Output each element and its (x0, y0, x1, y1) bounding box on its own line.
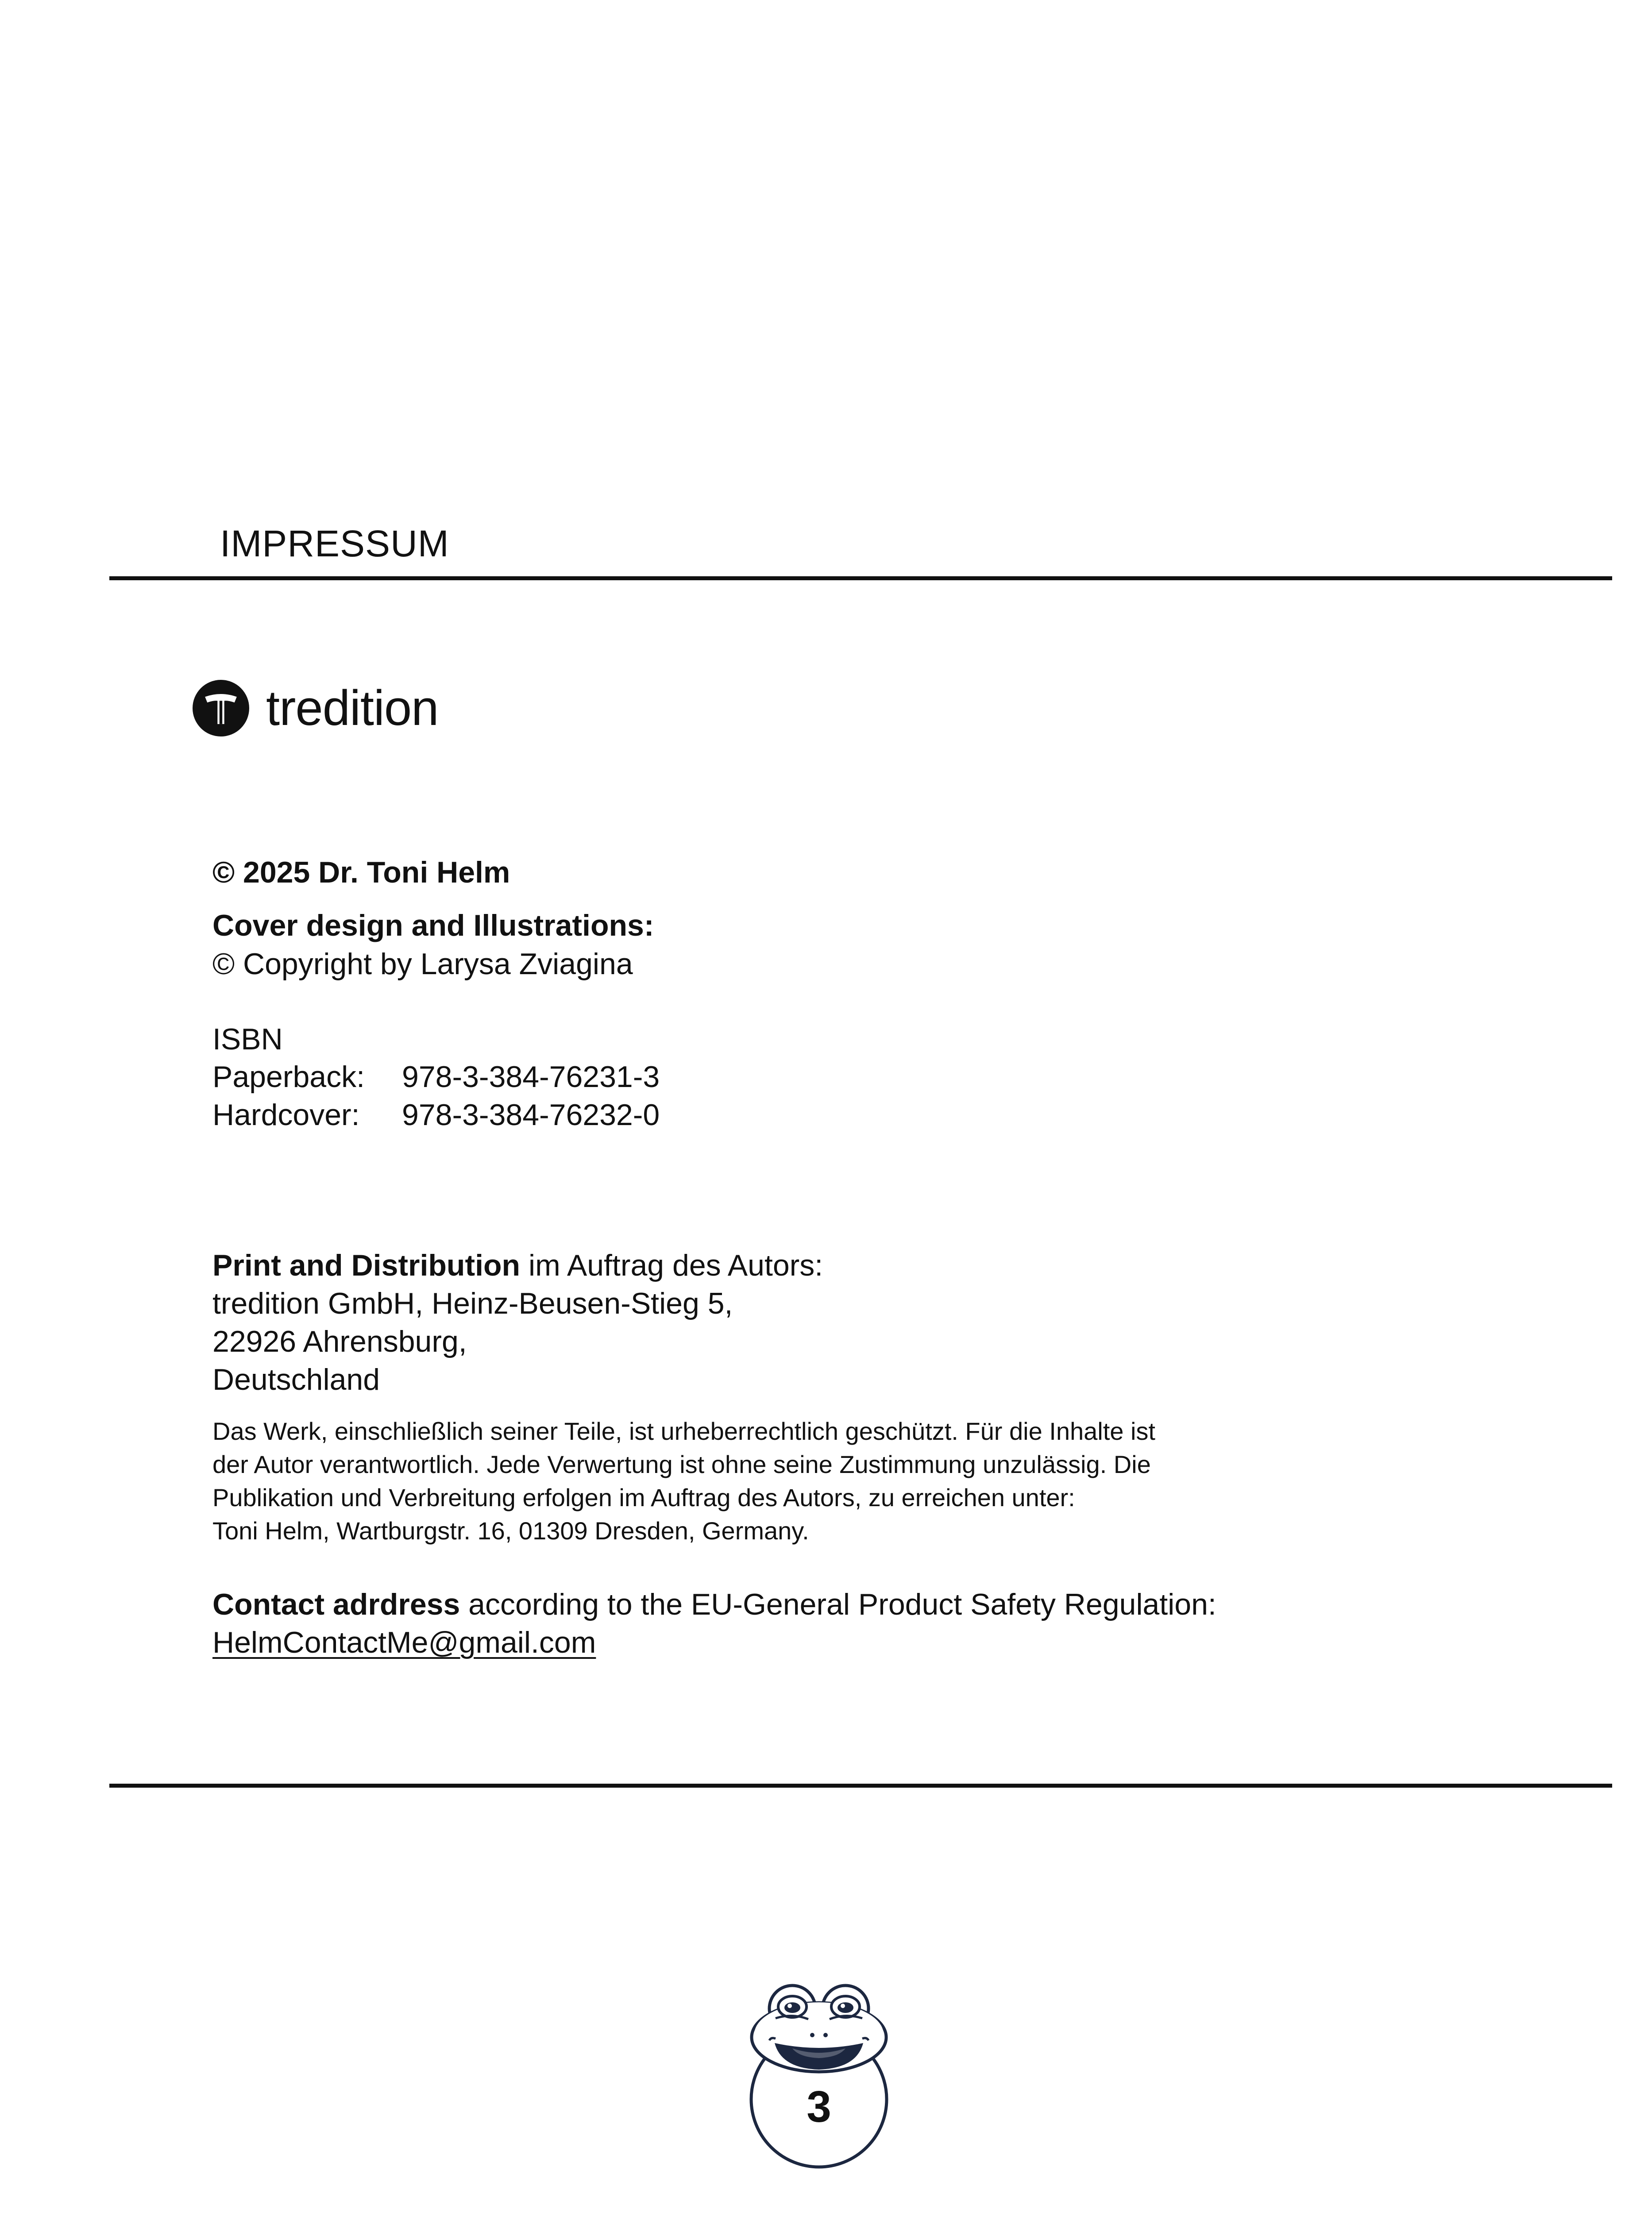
cover-design-label: Cover design and Illustrations: (212, 909, 654, 942)
legal-line: Das Werk, einschließlich seiner Teile, ist urheberrechtlich geschützt. Für die Inhalte ist (212, 1417, 1155, 1445)
isbn-number: 978-3-384-76231-3 (402, 1060, 660, 1094)
page-number: 3 (807, 2082, 831, 2132)
page-title: IMPRESSUM (220, 523, 449, 564)
print-distribution-label: Print and Distribution (212, 1249, 521, 1282)
contact-email-link[interactable]: HelmContactMe@gmail.com (212, 1626, 596, 1659)
isbn-type: Paperback: (212, 1060, 365, 1094)
legal-line: Toni Helm, Wartburgstr. 16, 01309 Dresden, Germany. (212, 1517, 809, 1545)
isbn-label: ISBN (212, 1022, 283, 1056)
contact-address-label: Contact adrdress (212, 1588, 460, 1621)
cover-design-value: © Copyright by Larysa Zviagina (212, 947, 633, 981)
print-distribution-text: im Auftrag des Autors: (520, 1249, 823, 1282)
address-line: Deutschland (212, 1363, 380, 1396)
publisher-logo (193, 679, 438, 737)
print-distribution-line (212, 1246, 823, 1284)
legal-line: der Autor verantwortlich. Jede Verwertung ist ohne seine Zustimmung unzulässig. Die (212, 1450, 1151, 1478)
isbn-number: 978-3-384-76232-0 (402, 1098, 660, 1132)
top-divider (109, 576, 1612, 580)
legal-line: Publikation und Verbreitung erfolgen im Auftrag des Autors, zu erreichen unter: (212, 1484, 1075, 1511)
isbn-row-paperback (212, 1058, 660, 1096)
contact-address-text: according to the EU-General Product Safety Regulation: (460, 1588, 1216, 1621)
isbn-row-hardcover (212, 1096, 660, 1134)
contact-address-line (212, 1585, 1216, 1623)
legal-notice (212, 1415, 1319, 1547)
publisher-name: tredition (266, 680, 439, 736)
bottom-divider (109, 1784, 1612, 1788)
address-line: tredition GmbH, Heinz-Beusen-Stieg 5, (212, 1287, 733, 1320)
address-line: 22926 Ahrensburg, (212, 1325, 467, 1358)
copyright-line: © 2025 Dr. Toni Helm (212, 856, 510, 889)
frog-icon (744, 1982, 894, 2177)
tredition-logo-icon (193, 680, 249, 736)
isbn-type: Hardcover: (212, 1098, 360, 1132)
